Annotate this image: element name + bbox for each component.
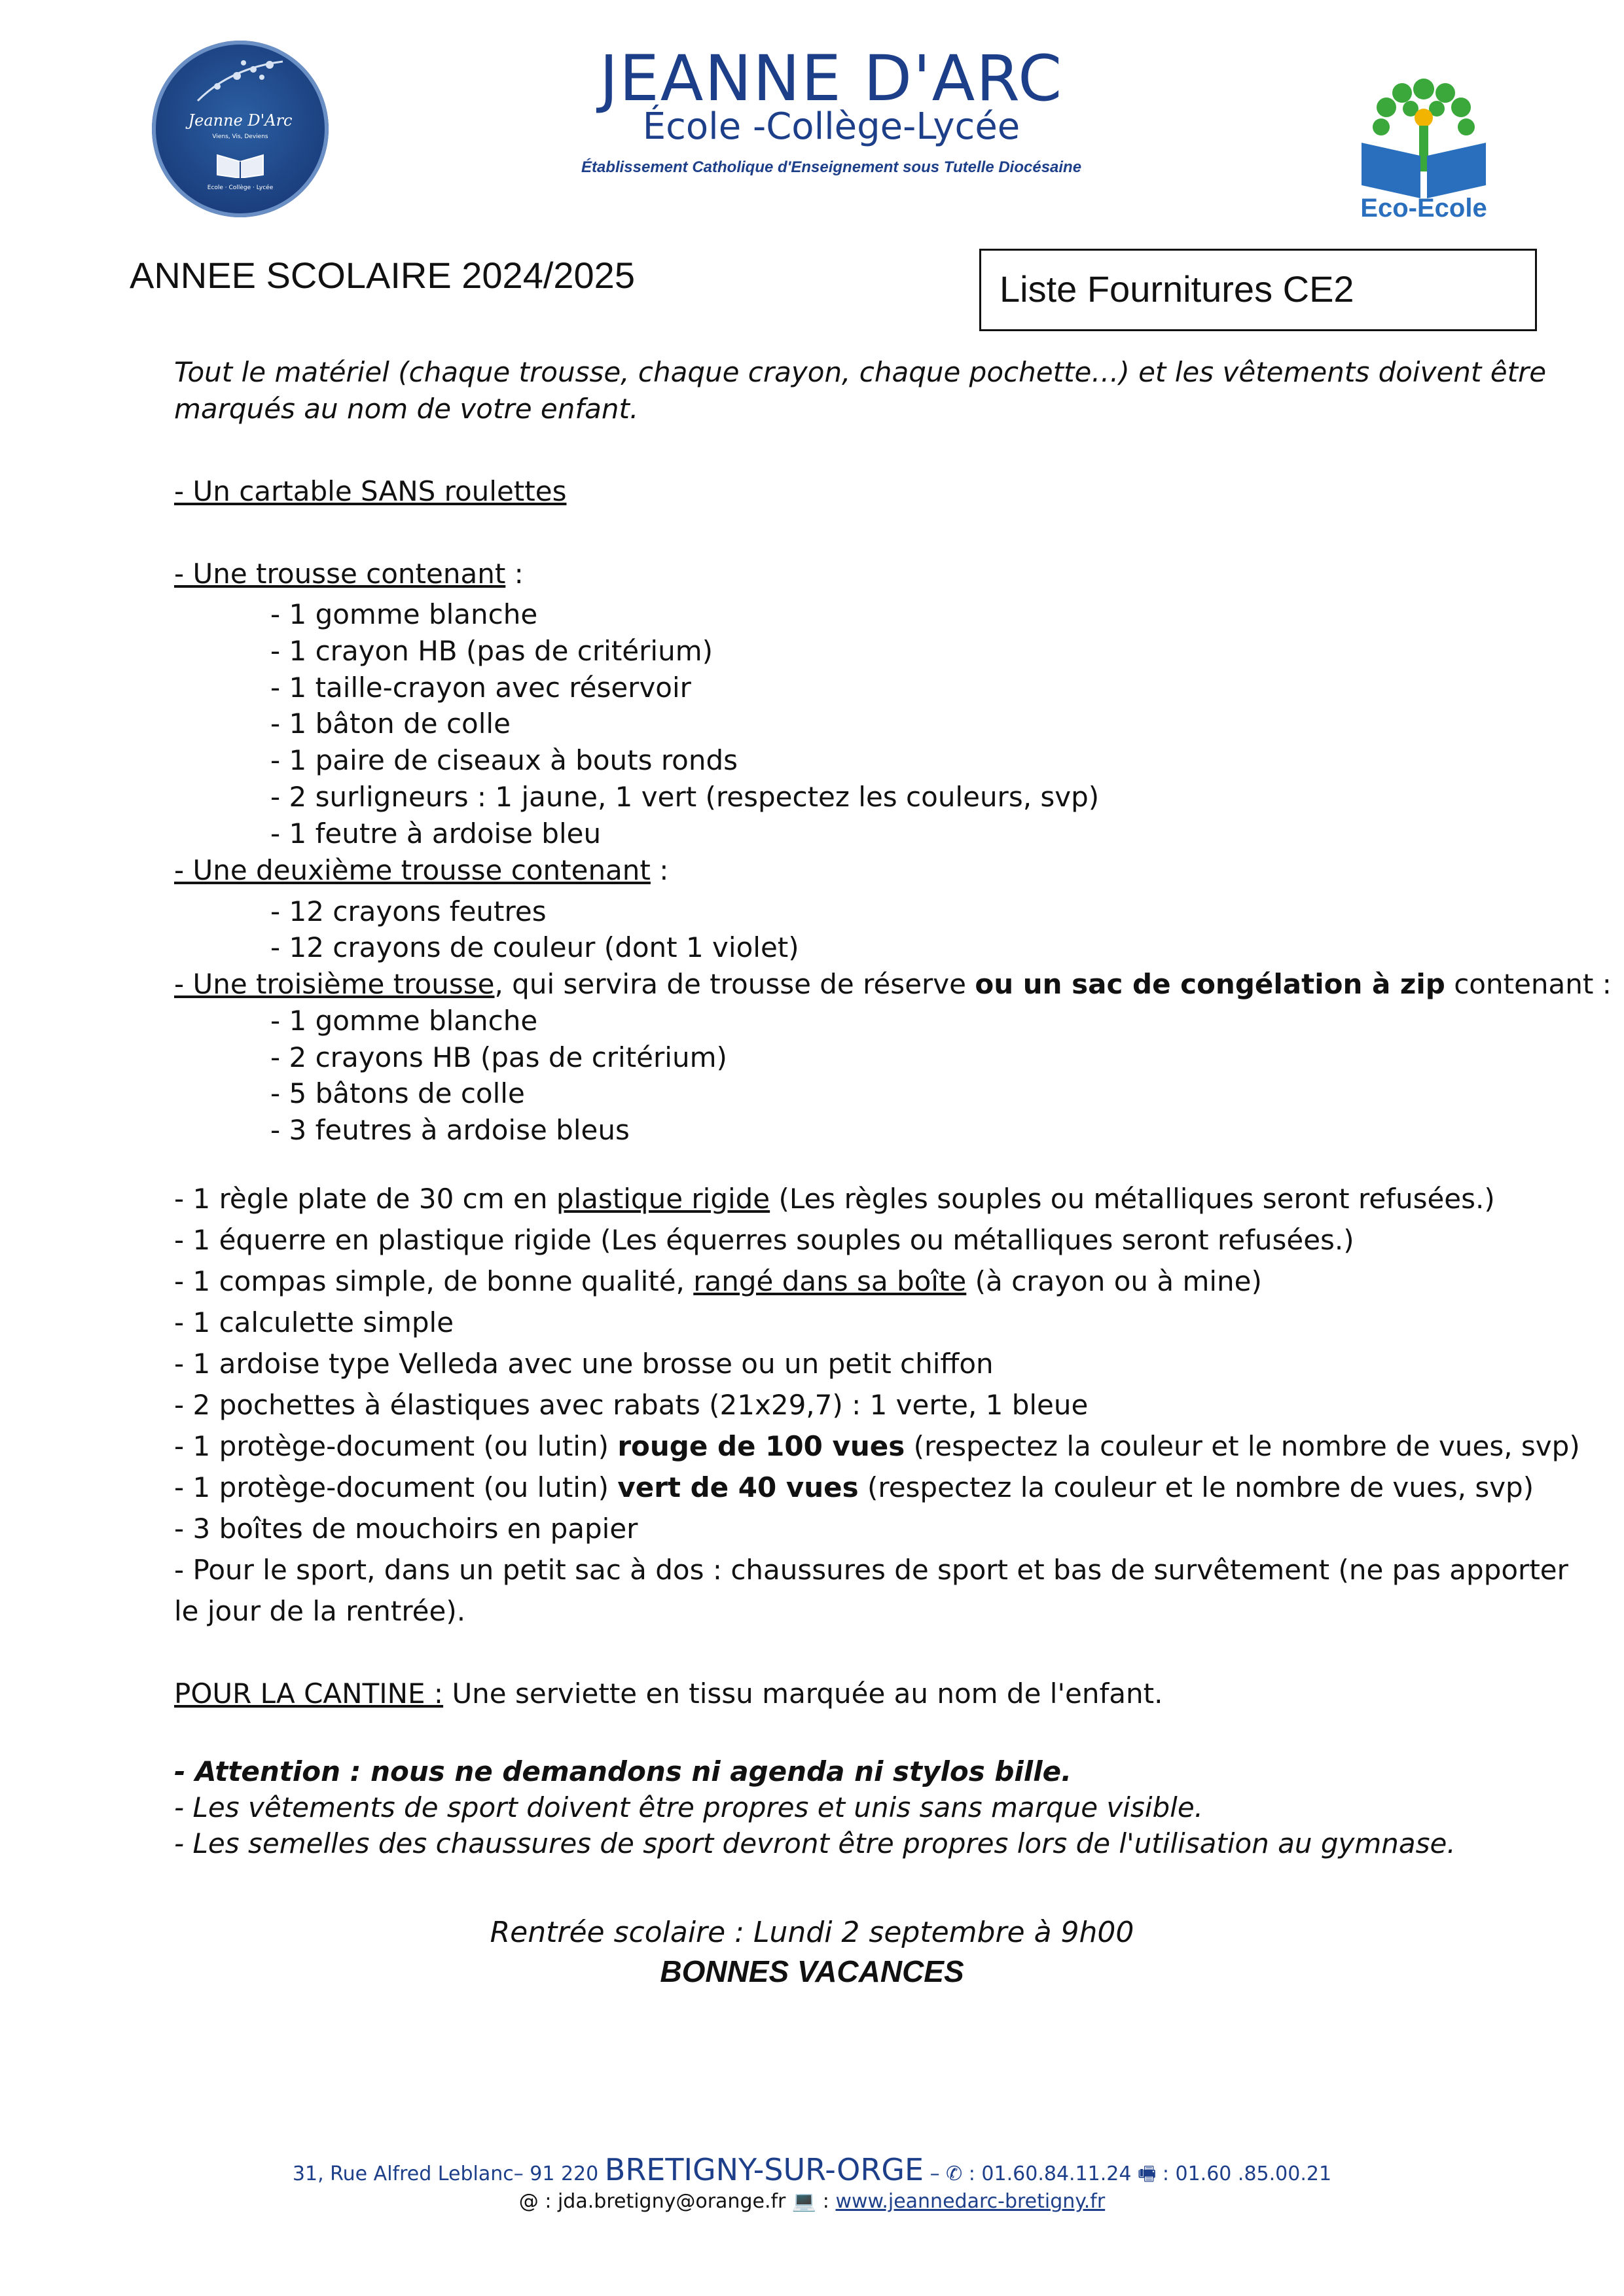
note-vetements: - Les vêtements de sport doivent être propres et unis sans marque visible. (174, 1791, 1204, 1823)
mouchoirs-item: - 3 boîtes de mouchoirs en papier (174, 1513, 638, 1545)
logo-bottom: Ecole · Collège · Lycée (207, 185, 274, 191)
trousse2-heading-label: - Une deuxième trousse contenant (174, 854, 651, 886)
book-icon (214, 145, 266, 178)
footer-website-link[interactable]: www.jeannedarc-bretigny.fr (835, 2190, 1106, 2213)
trousse3-heading-bold: ou un sac de congélation à zip (975, 968, 1445, 1000)
school-logo (152, 41, 329, 217)
compas-text-b: (à crayon ou à mine) (966, 1265, 1262, 1297)
cantine-line (174, 1677, 1163, 1710)
list-item: - 1 feutre à ardoise bleu (270, 817, 602, 850)
computer-icon: 💻 : (791, 2190, 836, 2213)
bonnes-vacances: BONNES VACANCES (660, 1954, 964, 1988)
footer-address: 31, Rue Alfred Leblanc– 91 220 (292, 2162, 605, 2185)
trousse2-heading (174, 854, 668, 886)
cantine-label: POUR LA CANTINE : (174, 1677, 444, 1710)
sport-item-line-2: le jour de la rentrée). (174, 1595, 466, 1627)
compas-text-u: rangé dans sa boîte (693, 1265, 967, 1297)
protege-rouge-b: rouge de 100 vues (617, 1430, 905, 1462)
trousse1-heading (174, 558, 524, 590)
footer-city: BRETIGNY-SUR-ORGE (604, 2152, 924, 2187)
trousse2-heading-suffix: : (650, 854, 669, 886)
trousse3-heading-label: - Une troisième trousse (174, 968, 495, 1000)
eco-school-label: Eco-Ecole (1360, 194, 1487, 223)
school-tagline: Établissement Catholique d'Enseignement sous Tutelle Diocésaine (581, 158, 1082, 176)
list-item: - 1 paire de ciseaux à bouts ronds (270, 744, 738, 776)
logo-name: Jeanne D'Arc (188, 111, 293, 130)
list-item: - 1 taille-crayon avec réservoir (270, 672, 691, 704)
note-attention: - Attention : nous ne demandons ni agenda ni stylos bille. (174, 1755, 1072, 1787)
list-item: - 2 crayons HB (pas de critérium) (270, 1041, 727, 1073)
protege-rouge-a: - 1 protège-document (ou lutin) (174, 1430, 618, 1462)
logo-motto: Viens, Vis, Deviens (212, 134, 268, 140)
list-item: - 1 gomme blanche (270, 1005, 538, 1037)
note-semelles: - Les semelles des chaussures de sport devront être propres lors de l'utilisation au gymnase. (174, 1827, 1456, 1859)
tree-branch-icon (191, 55, 289, 107)
intro-line-2: marqués au nom de votre enfant. (174, 393, 639, 425)
footer-contact-line (0, 2190, 1624, 2213)
compas-text-a: - 1 compas simple, de bonne qualité, (174, 1265, 694, 1297)
list-item: - 12 crayons de couleur (dont 1 violet) (270, 931, 799, 963)
trousse1-heading-label: - Une trousse contenant (174, 558, 506, 590)
footer-address-line (0, 2152, 1624, 2193)
equerre-item: - 1 équerre en plastique rigide (Les équerres souples ou métalliques seront refusées.) (174, 1224, 1354, 1256)
list-item: - 12 crayons feutres (270, 895, 547, 927)
regle-text-u: plastique rigide (556, 1183, 770, 1215)
trousse3-heading-end: contenant : (1445, 968, 1612, 1000)
regle-text-b: (Les règles souples ou métalliques seront refusées.) (770, 1183, 1495, 1215)
pochettes-item: - 2 pochettes à élastiques avec rabats (21x29,7) : 1 verte, 1 bleue (174, 1389, 1089, 1421)
trousse3-heading-middle: , qui servira de trousse de réserve (494, 968, 975, 1000)
regle-item (174, 1183, 1495, 1215)
school-name: JEANNE D'ARC (599, 42, 1064, 115)
ardoise-item: - 1 ardoise type Velleda avec une brosse ou un petit chiffon (174, 1348, 994, 1380)
trousse3-heading (174, 968, 1612, 1000)
footer-fax: 🖷 : 01.60 .85.00.21 (1138, 2162, 1332, 2185)
list-title-box (979, 249, 1537, 331)
list-title: Liste Fournitures CE2 (1000, 268, 1354, 310)
sport-item-line-1: - Pour le sport, dans un petit sac à dos : chaussures de sport et bas de survêtement (ne pas apporter (174, 1554, 1568, 1586)
footer-email: @ : jda.bretigny@orange.fr (518, 2190, 792, 2213)
protege-rouge-c: (respectez la couleur et le nombre de vues, svp) (905, 1430, 1580, 1462)
school-subtitle: École -Collège-Lycée (642, 105, 1020, 148)
compas-item (174, 1265, 1262, 1297)
protege-vert-item (174, 1471, 1534, 1503)
calculette-item: - 1 calculette simple (174, 1306, 454, 1338)
rentree-date: Rentrée scolaire : Lundi 2 septembre à 9h00 (490, 1916, 1134, 1949)
intro-line-1: Tout le matériel (chaque trousse, chaque crayon, chaque pochette…) et les vêtements doivent être (174, 356, 1547, 388)
protege-vert-c: (respectez la couleur et le nombre de vues, svp) (858, 1471, 1534, 1503)
footer-phone: – ✆ : 01.60.84.11.24 (924, 2162, 1138, 2185)
cartable-item: - Un cartable SANS roulettes (174, 475, 567, 507)
protege-vert-a: - 1 protège-document (ou lutin) (174, 1471, 618, 1503)
list-item: - 1 crayon HB (pas de critérium) (270, 635, 713, 667)
cantine-text: Une serviette en tissu marquée au nom de l'enfant. (443, 1677, 1163, 1710)
school-year-title: ANNEE SCOLAIRE 2024/2025 (130, 255, 635, 296)
list-item: - 2 surligneurs : 1 jaune, 1 vert (respectez les couleurs, svp) (270, 781, 1100, 813)
list-item: - 3 feutres à ardoise bleus (270, 1114, 630, 1146)
regle-text-a: - 1 règle plate de 30 cm en (174, 1183, 556, 1215)
list-item: - 1 gomme blanche (270, 598, 538, 630)
protege-vert-b: vert de 40 vues (617, 1471, 859, 1503)
list-item: - 1 bâton de colle (270, 708, 511, 740)
protege-rouge-item (174, 1430, 1580, 1462)
list-item: - 5 bâtons de colle (270, 1077, 525, 1109)
trousse1-heading-suffix: : (505, 558, 524, 590)
